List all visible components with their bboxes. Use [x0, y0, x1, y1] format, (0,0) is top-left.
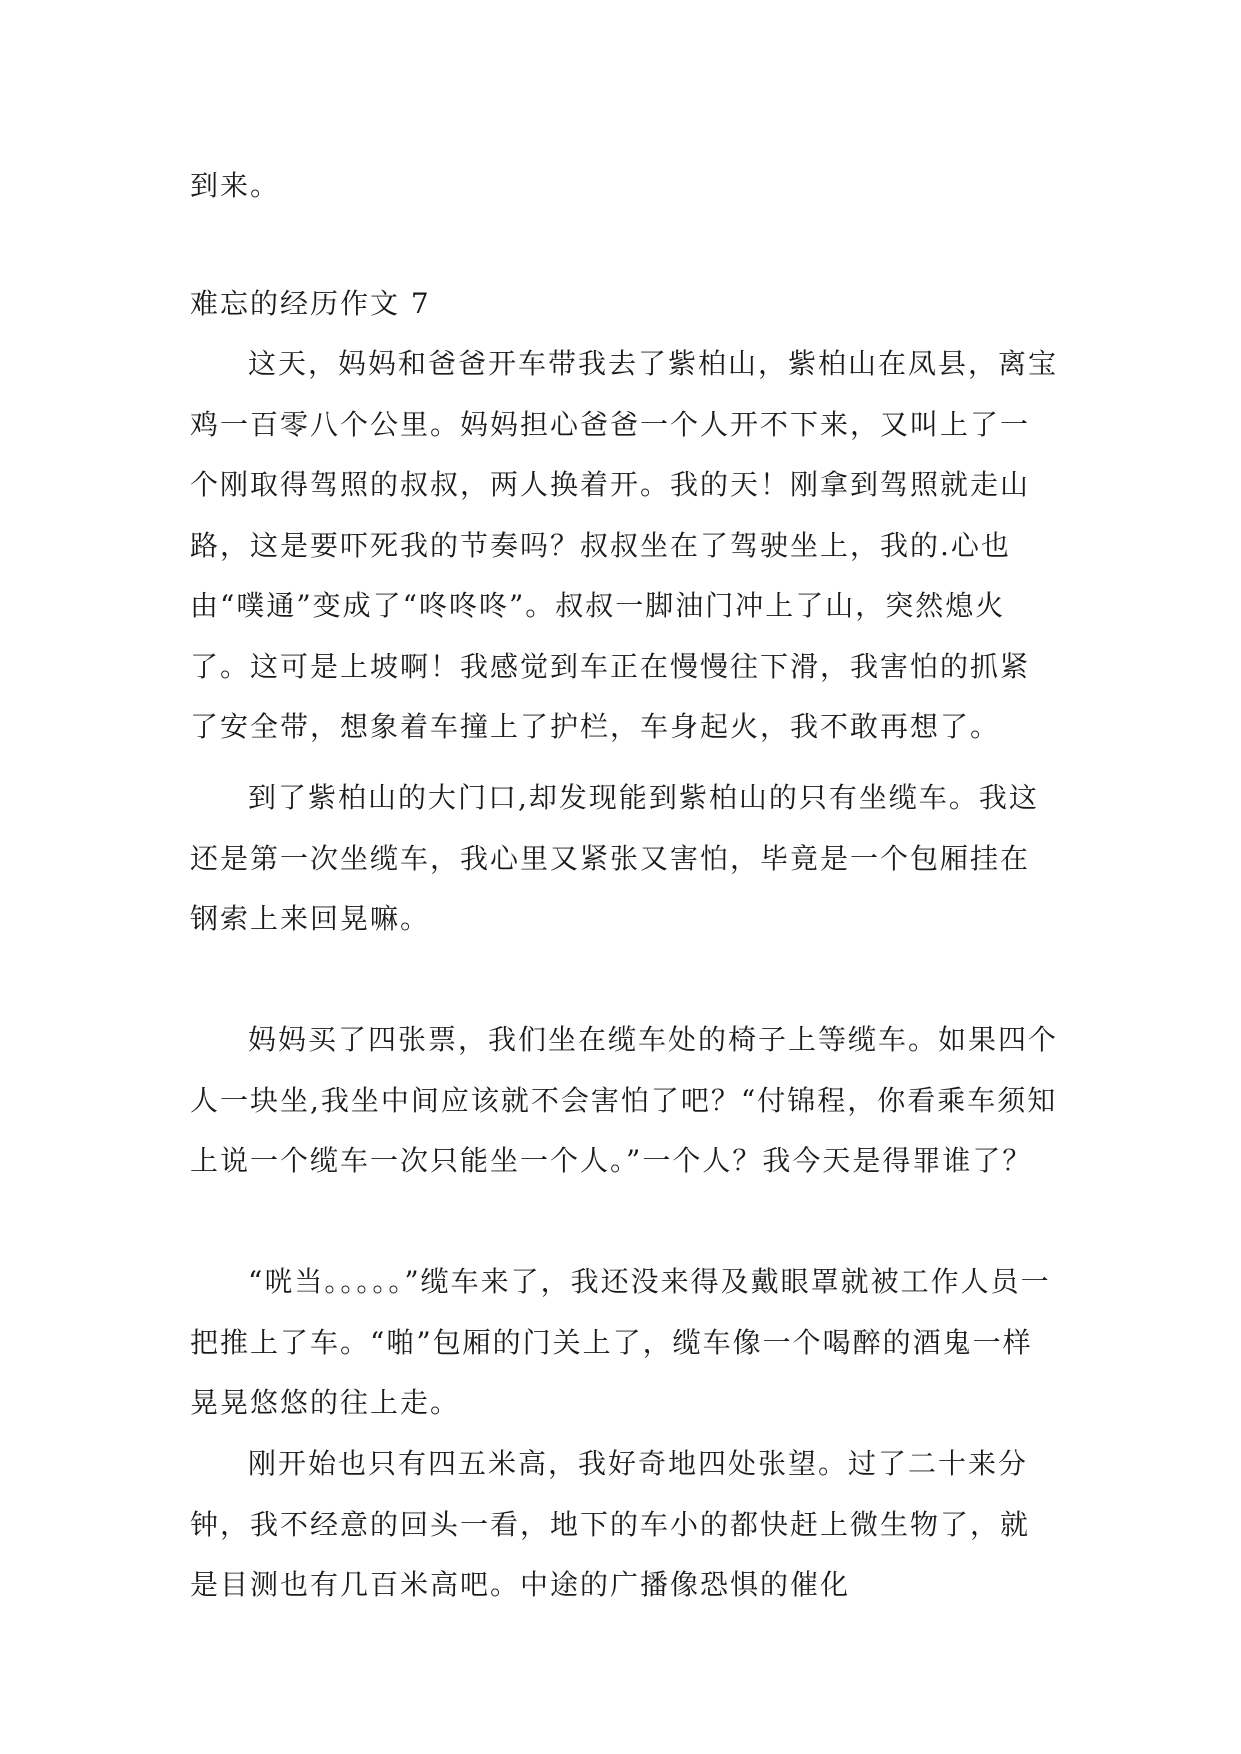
- paragraph-4: “咣当。。。。。”缆车来了，我还没来得及戴眼罩就被工作人员一把推上了车。“啪”包厢的门关上了，缆车像一个喝醉的酒鬼一样晃晃悠悠的往上走。: [190, 1265, 1051, 1419]
- paragraph-3: 妈妈买了四张票，我们坐在缆车处的椅子上等缆车。如果四个人一块坐,我坐中间应该就不会害怕了吧？“付锦程，你看乘车须知上说一个缆车一次只能坐一个人。”一个人？我今天是得罪谁了？: [190, 1023, 1059, 1177]
- paragraph-5: 刚开始也只有四五米高，我好奇地四处张望。过了二十来分钟，我不经意的回头一看，地下的车小的都快赶上微生物了，就是目测也有几百米高吧。中途的广播像恐惧的催化: [190, 1447, 1031, 1601]
- paragraph-2: 到了紫柏山的大门口,却发现能到紫柏山的只有坐缆车。我这还是第一次坐缆车，我心里又紧张又害怕，毕竟是一个包厢挂在钢索上来回晃嘛。: [190, 781, 1039, 935]
- paragraph-1: 这天，妈妈和爸爸开车带我去了紫柏山，紫柏山在凤县，离宝鸡一百零八个公里。妈妈担心爸爸一个人开不下来，又叫上了一个刚取得驾照的叔叔，两人换着开。我的天！刚拿到驾照就走山路，这是要吓死我的节奏吗？叔叔坐在了驾驶坐上，我的.心也由“噗通”变成了“咚咚咚”。叔叔一脚油门冲上了山，突然熄火了。这可是上坡啊！我感觉到车正在慢慢往下滑，我害怕的抓紧了安全带，想象着车撞上了护栏，车身起火，我不敢再想了。: [190, 347, 1059, 743]
- continuation-text: 到来。: [190, 169, 281, 202]
- essay-title: 难忘的经历作文 7: [190, 287, 431, 320]
